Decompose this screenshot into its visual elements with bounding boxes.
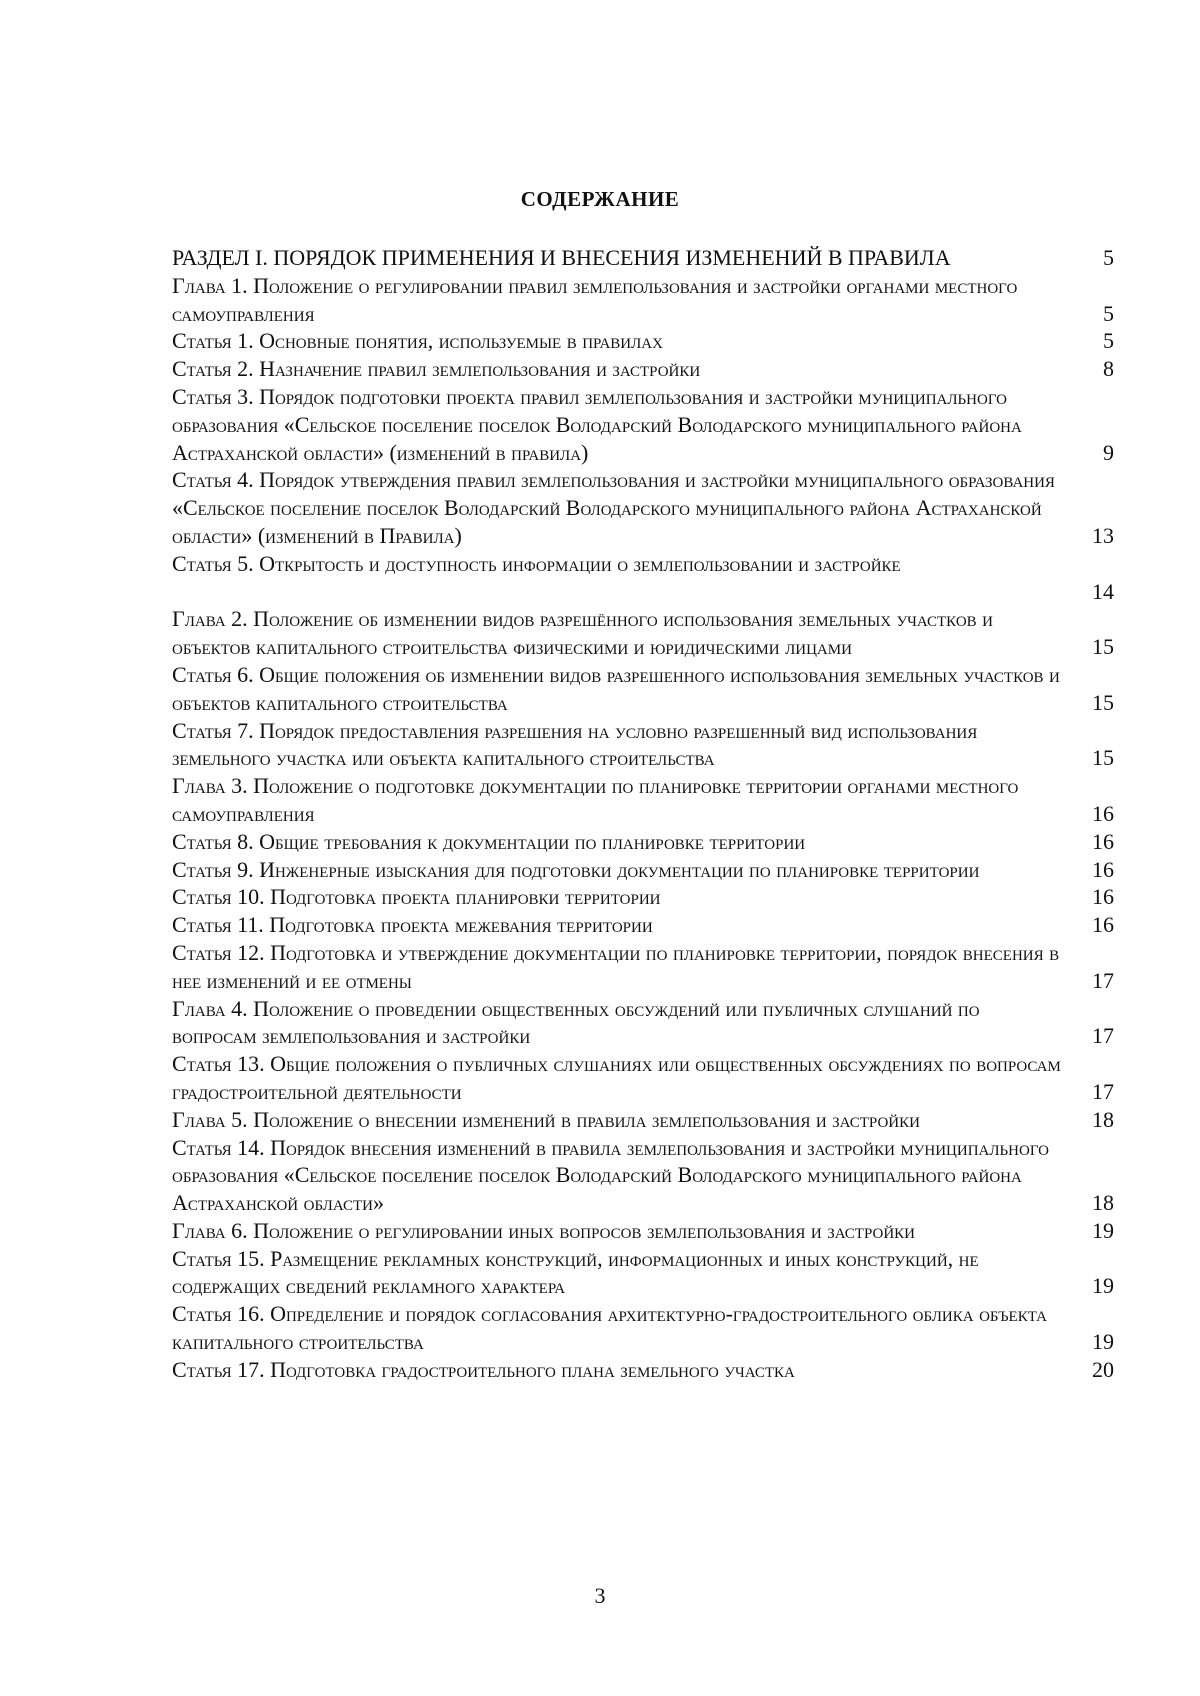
- toc-entry-page: 17: [1092, 967, 1114, 993]
- toc-entry-text: Статья 9. Инженерные изыскания для подготовки документации по планировке территории: [172, 856, 980, 882]
- toc-entry-text: Статья 12. Подготовка и утверждение документации по планировке территории, порядок внесения в нее изменений и ее отмены: [172, 939, 1060, 993]
- toc-entry-article-15[interactable]: [172, 1245, 1114, 1301]
- toc-entry-chapter-1[interactable]: [172, 272, 1114, 328]
- toc-entry-page: 18: [1092, 1106, 1114, 1132]
- toc-entry-text: Статья 4. Порядок утверждения правил землепользования и застройки муниципального образования «Сельское поселение поселок Володарский Володарского муниципального района Астраханской области» (изменений в Правила): [172, 467, 1055, 548]
- toc-entry-text: Статья 3. Порядок подготовки проекта правил землепользования и застройки муниципального образования «Сельское поселение поселок Володарский Володарского муниципального района Астраханской области» (изменений в правила): [172, 383, 1022, 465]
- toc-entry-text: Глава 3. Положение о подготовке документации по планировке территории органами местного самоуправления: [172, 773, 1019, 826]
- toc-entry-text: Глава 2. Положение об изменении видов разрешённого использования земельных участков и объектов капитального строительства физическими и юридическими лицами: [172, 606, 993, 660]
- toc-entry-page: 16: [1092, 856, 1114, 882]
- toc-entry-page: 15: [1092, 689, 1114, 715]
- page-number: 3: [594, 1583, 606, 1608]
- toc-entry-article-11[interactable]: [172, 911, 1114, 939]
- toc-entry-text: Статья 2. Назначение правил землепользования и застройки: [172, 356, 701, 382]
- toc-entry-page: 20: [1092, 1356, 1114, 1382]
- toc-entry-text: Глава 1. Положение о регулировании правил землепользования и застройки органами местного самоуправления: [172, 272, 1018, 326]
- toc-entry-page: 15: [1092, 745, 1114, 771]
- toc-entry-page: 18: [1092, 1190, 1114, 1216]
- toc-entry-page: 16: [1092, 884, 1114, 910]
- toc-entry-text: Статья 8. Общие требования к документации по планировке территории: [172, 828, 806, 854]
- toc-entry-article-5[interactable]: [172, 550, 1114, 606]
- toc-entry-article-6[interactable]: [172, 661, 1114, 717]
- toc-entry-chapter-6[interactable]: [172, 1217, 1114, 1245]
- toc-entry-page: 17: [1092, 1078, 1114, 1104]
- toc-entry-page: 16: [1092, 912, 1114, 938]
- toc-entry-chapter-4[interactable]: [172, 995, 1114, 1051]
- toc-entry-text: Статья 15. Размещение рекламных конструкций, информационных и иных конструкций, не содержащих сведений рекламного характера: [172, 1245, 979, 1299]
- toc-entry-text: РАЗДЕЛ I. ПОРЯДОК ПРИМЕНЕНИЯ И ВНЕСЕНИЯ ИЗМЕНЕНИЙ В ПРАВИЛА: [172, 245, 951, 270]
- toc-entry-article-7[interactable]: [172, 717, 1114, 773]
- toc-entry-page: 14: [1092, 578, 1114, 604]
- toc-entry-article-10[interactable]: [172, 883, 1114, 911]
- toc-entry-text: Статья 13. Общие положения о публичных слушаниях или общественных обсуждениях по вопросам градостроительной деятельности: [172, 1051, 1061, 1104]
- toc-entry-article-9[interactable]: [172, 856, 1114, 884]
- toc-entry-page: 5: [1103, 245, 1114, 270]
- toc-entry-article-2[interactable]: [172, 355, 1114, 383]
- toc-entry-page: 19: [1092, 1329, 1114, 1355]
- toc-entry-chapter-5[interactable]: [172, 1106, 1114, 1134]
- toc-entry-page: 17: [1092, 1023, 1114, 1049]
- toc-entry-page: 9: [1103, 439, 1114, 465]
- toc-entry-text: Статья 5. Открытость и доступность информации о землепользовании и застройке: [172, 550, 901, 576]
- toc-entry-chapter-3[interactable]: [172, 772, 1114, 828]
- toc-entry-page: 16: [1092, 828, 1114, 854]
- toc-entry-text: Статья 1. Основные понятия, используемые в правилах: [172, 328, 663, 354]
- toc-entry-article-12[interactable]: [172, 939, 1114, 995]
- toc-entry-text: Глава 4. Положение о проведении общественных обсуждений или публичных слушаний по вопросам землепользования и застройки: [172, 995, 980, 1049]
- toc-entry-article-16[interactable]: [172, 1300, 1114, 1356]
- toc-entry-text: Статья 6. Общие положения об изменении видов разрешенного использования земельных участков и объектов капитального строительства: [172, 661, 1060, 715]
- toc-entry-article-4[interactable]: [172, 466, 1114, 549]
- toc-title: СОДЕРЖАНИЕ: [520, 187, 680, 211]
- toc-entry-text: Статья 14. Порядок внесения изменений в правила землепользования и застройки муниципального образования «Сельское поселение поселок Володарский Володарского муниципального района Астраханской области»: [172, 1134, 1049, 1216]
- toc-entry-page: 5: [1103, 328, 1114, 354]
- toc-entry-page: 5: [1103, 300, 1114, 326]
- toc-entry-article-17[interactable]: [172, 1356, 1114, 1384]
- toc-entry-text: Глава 5. Положение о внесении изменений в правила землепользования и застройки: [172, 1106, 920, 1132]
- toc-entry-text: Статья 7. Порядок предоставления разрешения на условно разрешенный вид использования земельного участка или объекта капитального строительства: [172, 717, 978, 771]
- toc-entry-text: Статья 10. Подготовка проекта планировки территории: [172, 884, 661, 910]
- toc-entry-article-8[interactable]: [172, 828, 1114, 856]
- toc-entry-page: 13: [1092, 522, 1114, 548]
- toc-entry-page: 16: [1092, 800, 1114, 826]
- toc-entry-article-1[interactable]: [172, 327, 1114, 355]
- toc-entry-text: Статья 17. Подготовка градостроительного плана земельного участка: [172, 1356, 795, 1382]
- toc-entry-text: Глава 6. Положение о регулировании иных вопросов землепользования и застройки: [172, 1217, 915, 1243]
- toc-entry-page: 8: [1103, 356, 1114, 382]
- toc-entry-page: 19: [1092, 1273, 1114, 1299]
- toc-entry-article-3[interactable]: [172, 383, 1114, 466]
- table-of-contents: [172, 244, 1114, 1384]
- toc-entry-chapter-2[interactable]: [172, 605, 1114, 661]
- toc-entry-article-13[interactable]: [172, 1050, 1114, 1106]
- toc-entry-article-14[interactable]: [172, 1134, 1114, 1217]
- toc-entry-section-1[interactable]: [172, 244, 1114, 272]
- toc-entry-text: Статья 16. Определение и порядок согласования архитектурно-градостроительного облика объекта капитального строительства: [172, 1301, 1047, 1355]
- toc-entry-page: 19: [1092, 1217, 1114, 1243]
- toc-entry-text: Статья 11. Подготовка проекта межевания территории: [172, 912, 653, 938]
- toc-entry-page: 15: [1092, 634, 1114, 660]
